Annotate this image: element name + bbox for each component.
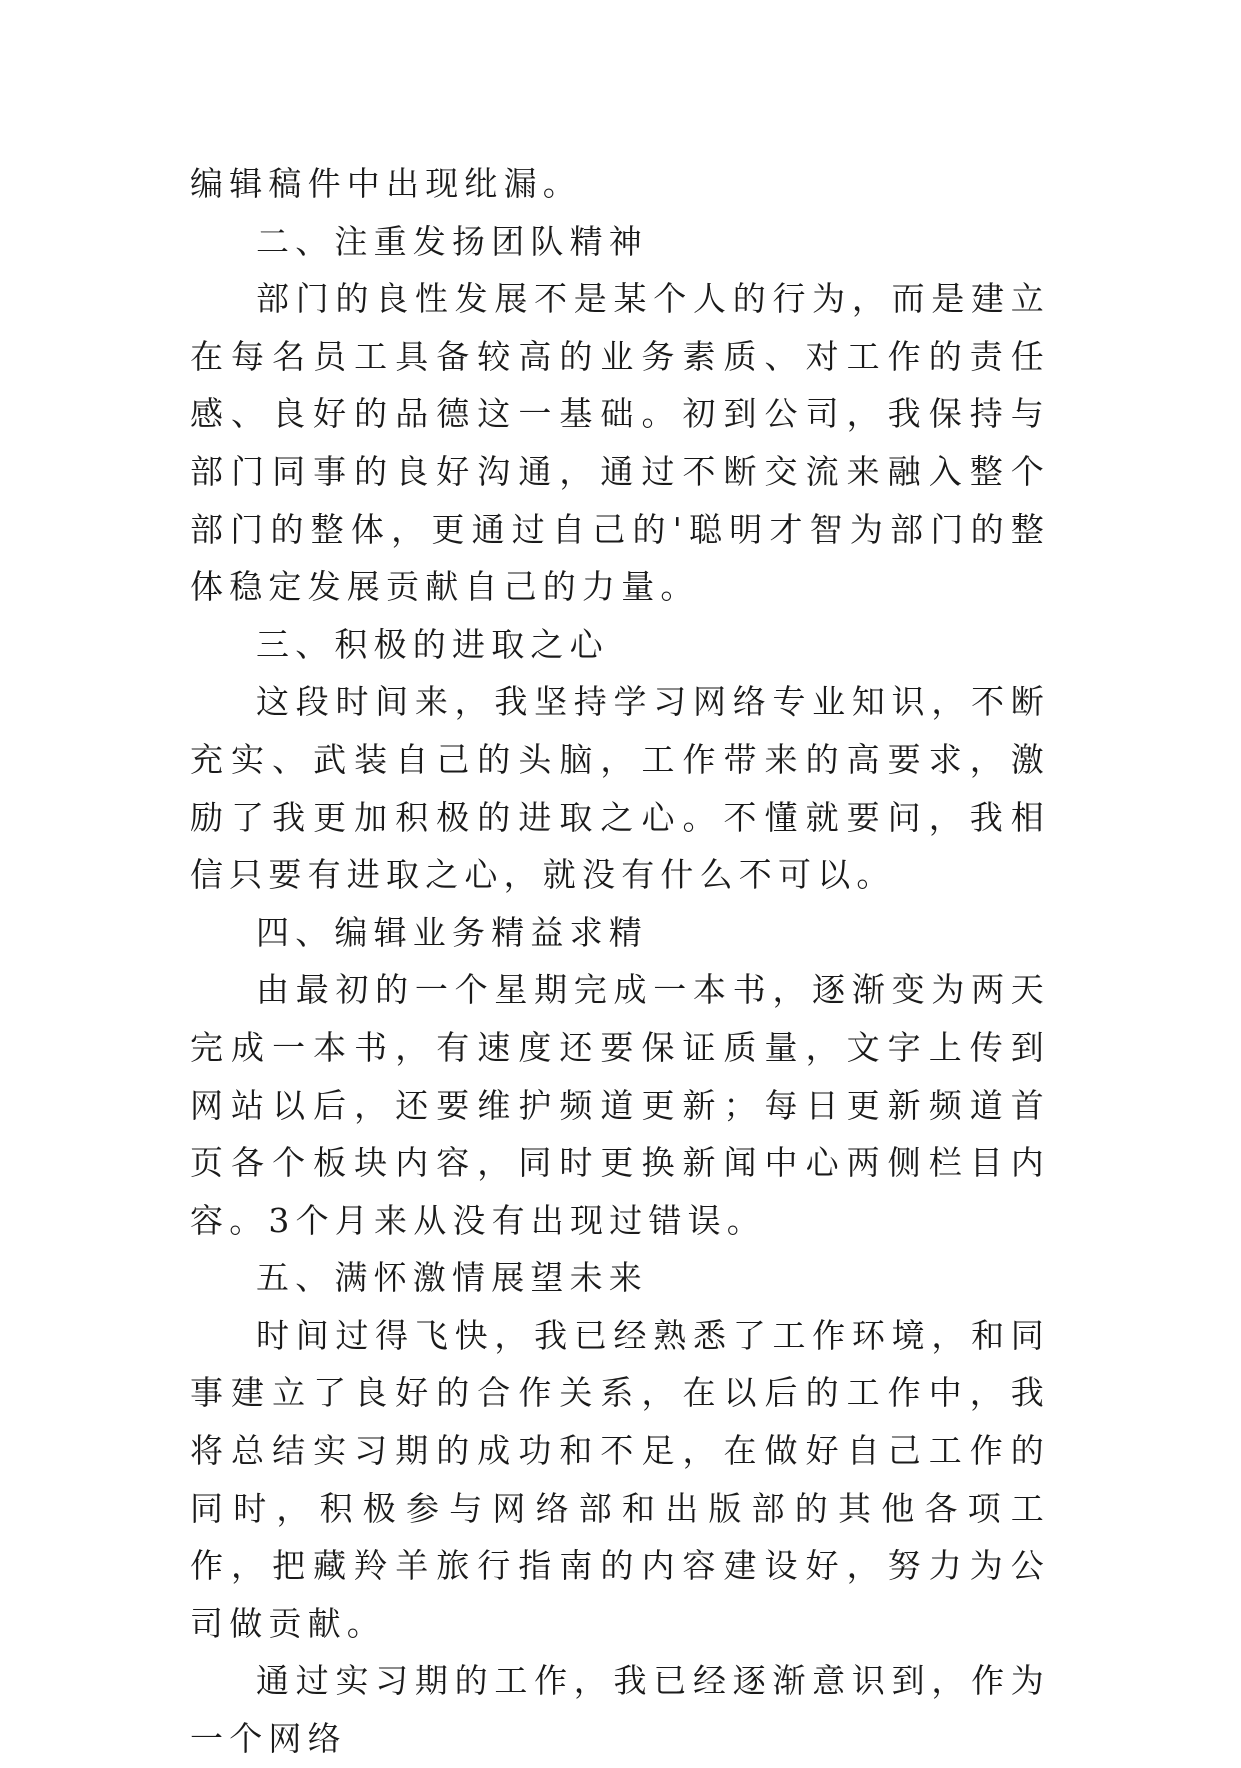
section-heading-3: 三、积极的进取之心 (256, 624, 609, 664)
paragraph-conclusion: 通过实习期的工作，我已经逐渐意识到，作为一个网络 (190, 1661, 1050, 1759)
paragraph-progress: 这段时间来，我坚持学习网络专业知识，不断充实、武装自己的头脑，工作带来的高要求，激励了我更加积极的进取之心。不懂就要问，我相信只要有进取之心，就没有什么不可以。 (190, 682, 1050, 895)
section-heading-4: 四、编辑业务精益求精 (256, 912, 648, 952)
paragraph-team-spirit: 部门的良性发展不是某个人的行为，而是建立在每名员工具备较高的业务素质、对工作的责任感、良好的品德这一基础。初到公司，我保持与部门同事的良好沟通，通过不断交流来融入整个部门的整体，更通过自己的'聪明才智为部门的整体稳定发展贡献自己的力量。 (190, 279, 1050, 607)
section-heading-2: 二、注重发扬团队精神 (256, 221, 648, 261)
paragraph-continued: 编辑稿件中出现纰漏。 (190, 164, 582, 203)
paragraph-editing: 由最初的一个星期完成一本书，逐渐变为两天完成一本书，有速度还要保证质量，文字上传到网站以后，还要维护频道更新；每日更新频道首页各个板块内容，同时更换新闻中心两侧栏目内容。3个月来从没有出现过错误。 (190, 970, 1050, 1240)
section-heading-5: 五、满怀激情展望未来 (256, 1258, 648, 1298)
document-body (190, 155, 1050, 1768)
paragraph-future: 时间过得飞快，我已经熟悉了工作环境，和同事建立了良好的合作关系，在以后的工作中，我将总结实习期的成功和不足，在做好自己工作的同时，积极参与网络部和出版部的其他各项工作，把藏羚羊旅行指南的内容建设好，努力为公司做贡献。 (190, 1315, 1050, 1643)
